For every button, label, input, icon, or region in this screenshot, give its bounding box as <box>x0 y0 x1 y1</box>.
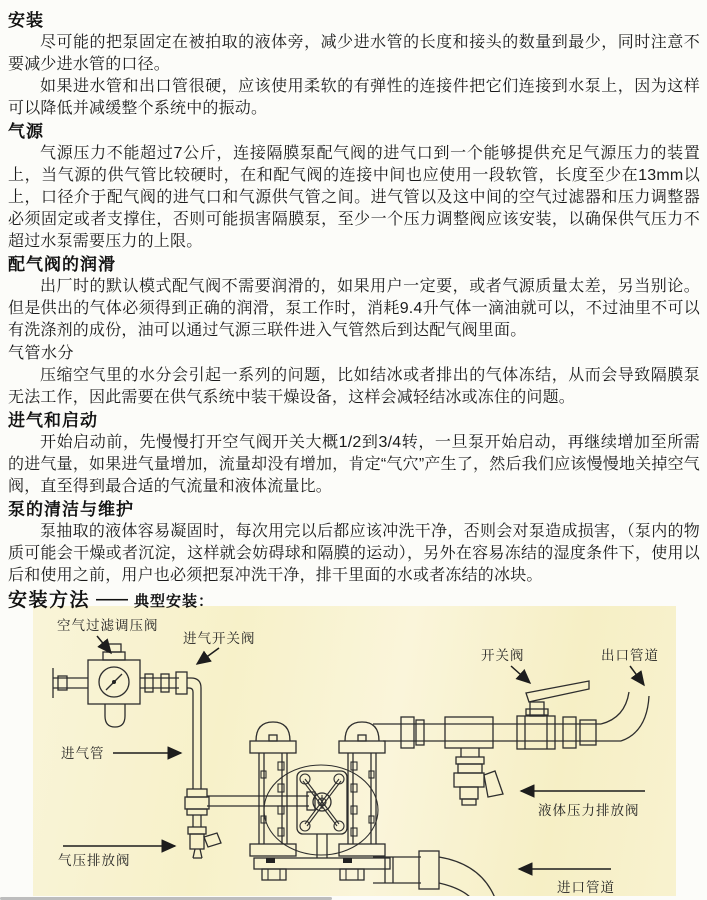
liquid-pressure-drain-valve-label: 液体压力排放阀 <box>538 803 640 818</box>
paragraph: 出厂时的默认模式配气阀不需要润滑的，如果用户一定要，或者气源质量太差，另当别论。但是供出的气体必须得到正确的润滑，泵工作时，消耗9.4升气体一滴油就可以，不过油里不可以有洗涤剂的成份，油可以通过气源三联件进入气管然后到达配气阀里面。 <box>8 278 700 339</box>
outlet-line-drawing <box>373 681 649 805</box>
section-intake-and-startup <box>8 409 700 498</box>
installation-diagram-svg <box>33 606 676 896</box>
intake-pipe-label: 进气管 <box>61 746 105 761</box>
switch-valve-label: 开关阀 <box>481 648 525 663</box>
air-filter-regulator-drawing <box>53 644 187 727</box>
section-air-pipe-moisture <box>8 342 700 409</box>
section-heading: 进气和启动 <box>8 411 98 430</box>
inlet-line-drawing <box>373 851 495 896</box>
intake-pipe-drawing <box>185 678 315 858</box>
paragraph: 压缩空气里的水分会引起一系列的问题，比如结冰或者排出的气体冻结，从而会导致隔膜泵无法工作，因此需要在供气系统中装干燥设备，这样会减轻结冰或冻住的问题。 <box>8 367 700 406</box>
section-heading: 安装 <box>8 11 44 30</box>
paragraph: 开始启动前，先慢慢打开空气阀开关大概1/2到3/4转，一旦泵开始启动，再继续增加至所需的进气量，如果进气量增加，流量却没有增加，肯定“气穴”产生了，然后我们应该慢慢地关掉空气阀，直至得到最合适的气流量和液体流量比。 <box>8 434 700 495</box>
air-filter-regulator-label: 空气过滤调压阀 <box>57 618 159 633</box>
section-cleaning-maintenance <box>8 498 700 587</box>
outlet-pipe-label: 出口管道 <box>601 648 659 663</box>
typical-installation-diagram <box>33 606 676 896</box>
diaphragm-pump-drawing <box>250 722 390 880</box>
intake-switch-valve-label: 进气开关阀 <box>183 631 256 646</box>
section-installation <box>8 9 700 120</box>
paragraph: 泵抽取的液体容易凝固时，每次用完以后都应该冲洗干净，否则会对泵造成损害，（泵内的物质可能会干燥或者沉淀，这样就会妨碍球和隔膜的运动），另外在容易冻结的湿度条件下，使用以后和使用之前，用户也必须把泵冲洗干净，排干里面的水或者冻结的冰块。 <box>8 523 700 584</box>
install-method-heading <box>8 588 700 614</box>
paragraph: 气源压力不能超过7公斤，连接隔膜泵配气阀的进气口到一个能够提供充足气源压力的装置上，当气源的供气管比较硬时，在和配气阀的连接中间也应使用一段软管，长度至少在13mm以上，口径介于配气阀的进气口和气源供气管之间。进气管以及这中间的空气过滤器和压力调整器必须固定或者支撑住，否则可能损害隔膜泵，至少一个压力调整阀应该安装，以确保供气压力不超过水泵需要压力的上限。 <box>8 145 700 250</box>
paragraph: 尽可能的把泵固定在被拍取的液体旁，减少进水管的长度和接头的数量到最少，同时注意不要减少进水管的口径。 <box>8 34 700 73</box>
section-air-source <box>8 120 700 253</box>
section-heading: 气管水分 <box>8 345 75 362</box>
section-heading: 配气阀的润滑 <box>8 255 116 274</box>
section-air-valve-lubrication <box>8 253 700 342</box>
dash-separator: —— <box>96 591 129 608</box>
section-heading: 气源 <box>8 122 44 141</box>
install-method-title: 安装方法 <box>8 590 91 611</box>
paragraph: 如果进水管和出口管很硬，应该使用柔软的有弹性的连接件把它们连接到水泵上，因为这样可以降低并减缓整个系统中的振动。 <box>8 78 700 117</box>
inlet-pipe-label: 进口管道 <box>557 880 615 895</box>
air-pressure-drain-valve-label: 气压排放阀 <box>58 853 131 868</box>
install-method-subtitle: 典型安装： <box>134 593 215 610</box>
section-heading: 泵的清洁与维护 <box>8 500 134 519</box>
